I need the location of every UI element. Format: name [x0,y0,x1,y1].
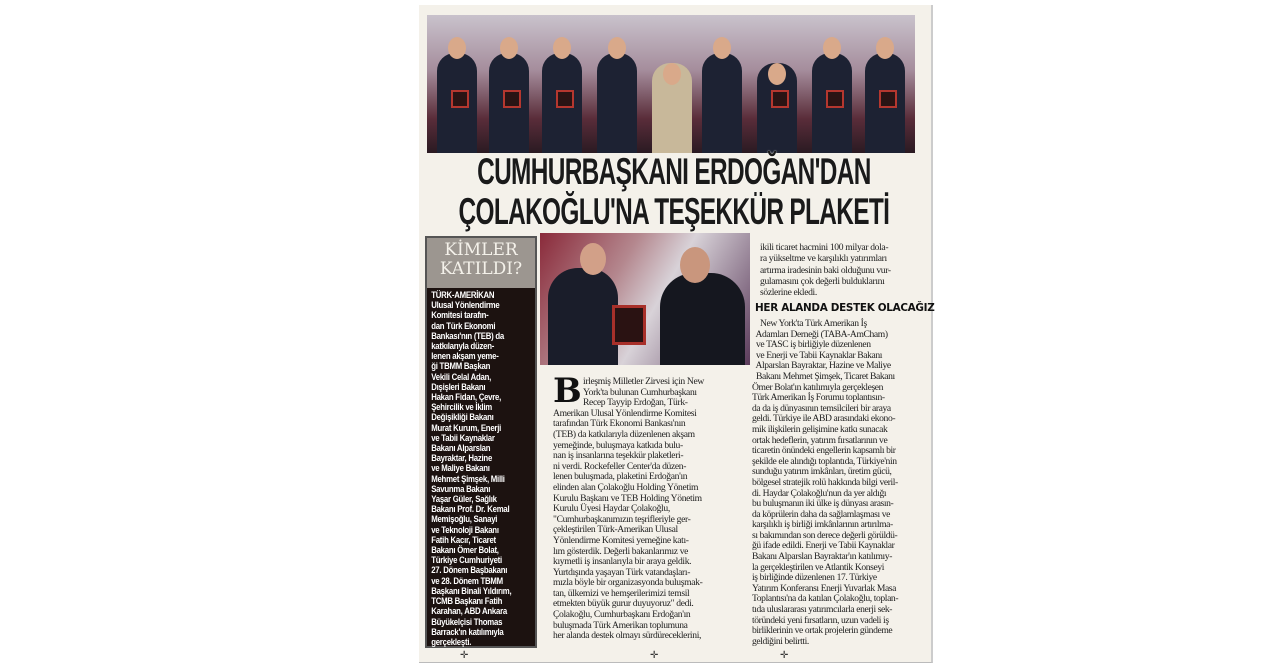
text-line: iş birliğinde düzenlenen 17. Türkiye [752,572,877,584]
text-line: lenen buluşmada, plaketini Erdoğan'ın [553,471,688,483]
text-line: 27. Dönem Başbakanı [431,565,508,576]
text-line: her alanda destek olmayı sürdüreceklerini, [553,630,702,642]
text-line: tıda uluslararası yatırımcılarla enerji sek- [752,604,893,616]
text-line: ikili ticaret hacmini 100 milyar dola- [760,242,889,253]
headline-line-1: CUMHURBAŞKANI ERDOĞAN'DAN [477,151,871,192]
text-line: la gerçekleştirilen ve Atlantik Konseyi [752,561,884,573]
text-line: Komitesi tarafın- [431,310,489,321]
text-line: etmekten büyük gurur duyuyoruz" dedi. [553,598,694,610]
article-column-2-top [760,242,925,298]
text-line: Bakanı Prof. Dr. Kemal [431,504,510,515]
text-line: lım gösterdik. Değerli bakanlarımız ve [553,545,689,557]
text-line: Yatırım Konferansı Enerji Yuvarlak Masa [752,582,896,594]
drop-cap: B [553,371,582,411]
plaque [879,90,897,108]
text-line: şekilde ele alındığı toplantıda, Türkiye'nin [752,455,897,467]
article-column-1 [553,371,738,642]
plaque [503,90,521,108]
text-line: Çolakoğlu, Cumhurbaşkanı Erdoğan'ın [553,609,691,621]
text-line: Mehmet Şimşek, Milli [431,473,505,484]
text-line: ve Maliye Bakanı [431,463,490,474]
text-line: geldi. Türkiye ile ABD arasındaki ekono- [752,413,896,425]
text-line: ni verdi. Rockefeller Center'da düzen- [553,460,687,472]
article-column-2-body [752,319,930,647]
text-line: ve Teknoloji Bakanı [431,524,499,535]
plaque [451,90,469,108]
text-line: ve 28. Dönem TBMM [431,575,503,586]
group-photo [427,15,915,153]
text-line: mik ilişkilerin gelişimine katkı sunacak [752,423,888,435]
text-line: ra yükseltme ve karşılıklı yatırımları [760,253,887,265]
text-line: tan, ülkemizi ve hemşerilerimizi temsil [553,587,690,599]
text-line: ğü ifade edildi. Enerji ve Tabii Kaynaklar [752,540,895,552]
plaque [771,90,789,108]
text-line: dan Türk Ekonomi [431,320,496,331]
text-line: Bayraktar, Hazine [431,453,493,464]
plaque-ceremony-photo [540,233,750,365]
text-line: nan iş insanlarına teşekkür plaketleri- [553,450,684,462]
text-line: çekleştirilen Türk-Amerikan Ulusal [553,524,678,536]
text-line: Toplantısı'na da katılan Çolakoğlu, toplan- [752,593,899,605]
headline [433,152,915,232]
text-line: Kurulu Üyesi Haydar Çolakoğlu, [553,503,670,515]
text-line: Değişikliği Bakanı [431,412,494,423]
registration-mark-icon: ✛ [780,650,789,661]
text-line: Yurtdışında yaşayan Türk vatandaşları- [553,566,691,578]
text-line: bu buluşmanın iki ülke iş dünyası arasın- [752,498,894,510]
text-line: New York'ta Türk Amerikan İş [752,318,867,329]
text-line: Murat Kurum, Enerji [431,422,502,433]
text-line: Dışişleri Bakanı [431,381,486,392]
person-head [553,37,571,59]
text-line: birliklerinin ve ortak projelerin gündeme [752,625,893,637]
text-line: kıymetli iş insanlarıyla bir araya geldik. [553,556,692,568]
text-line: TCMB Başkanı Fatih [431,596,503,607]
text-line: irleşmiş Milletler Zirvesi için New [583,376,704,387]
text-line: bölgesel stratejik rolü hakkında bilgi veril- [752,476,898,488]
text-line: Amerikan Ulusal Yönlendirme Komitesi [553,407,697,419]
text-line: töründeki yeni fırsatların, uzun vadeli iş [752,614,889,626]
text-line: gerçekleşti. [431,636,472,647]
text-line: TÜRK-AMERİKAN [431,290,495,300]
person-head [876,37,894,59]
text-line: sı bakımından son derece değerli görüldü- [752,529,898,541]
text-line: ve Enerji ve Tabii Kaynaklar Bakanı [752,349,883,361]
text-line: Fatih Kacır, Ticaret [431,534,496,545]
text-line: Adamları Derneği (TABA-AmCham) [752,328,888,340]
text-line: da köprülerin daha da sağlamlaşması ve [752,508,890,520]
registration-mark-icon: ✛ [650,650,659,661]
text-line: Karahan, ABD Ankara [431,606,507,617]
person-head [500,37,518,59]
text-line: Bankası'nın (TEB) da [431,330,504,341]
text-line: Alparslan Bayraktar, Hazine ve Maliye [752,360,891,372]
text-line: Hakan Fidan, Çevre, [431,392,502,403]
text-line: Yönlendirme Komitesi yemeğine katı- [553,534,689,546]
text-line: ortak hedeflerin, yatırım fırsatlarının ve [752,434,888,446]
text-line: Bakanı Alparslan [431,443,491,454]
text-line: Savunma Bakanı [431,483,491,494]
text-line: Ömer Bolat'ın katılımıyla gerçekleşen [752,381,884,393]
person-head [768,63,786,85]
text-line: Recep Tayyip Erdoğan, Türk- [583,397,688,409]
text-line: Kurulu Başkanı ve TEB Holding Yönetim [553,492,702,504]
text-line: Memişoğlu, Sanayi [431,514,498,525]
text-line: ği TBMM Başkan [431,361,491,372]
text-line: ticaretin önündeki engellerin kapsamlı bir [752,445,896,457]
box-title-line: KİMLER [444,240,518,260]
person-figure [702,53,742,153]
registration-mark-icon: ✛ [460,650,469,661]
box-title-line: KATILDI? [439,259,523,279]
text-line: da da iş dünyasının temsilcileri bir araya [752,402,891,414]
text-line: Bakanı Ömer Bolat, [431,545,499,556]
text-line: mızla böyle bir organizasyonda buluşmak- [553,577,703,589]
box-body [427,288,531,647]
text-line: Yaşar Güler, Sağlık [431,494,497,505]
text-line: elinden alan Çolakoğlu Holding Yönetim [553,481,699,493]
text-line: "Cumhurbaşkanımızın teşrifleriyle ger- [553,513,691,525]
plaque [826,90,844,108]
person-head [823,37,841,59]
text-line: Türkiye Cumhuriyeti [431,555,502,566]
text-line: Bakanı Mehmet Şimşek, Ticaret Bakanı [752,370,895,382]
text-line: Bakanı Alparslan Bayraktar'ın katılımıy- [752,551,892,563]
text-line: yemeğinde, buluşmaya katkıda bulu- [553,439,683,451]
text-line: katkılarıyla düzen- [431,341,495,352]
text-line: karşılıklı iş birliği imkânlarının artırılma- [752,519,893,531]
text-line: sunduğu yatırım imkânları, üretim gücü, [752,466,892,478]
text-line: artırma iradesinin baki olduğunu vur- [760,264,891,276]
person-head [608,37,626,59]
person-figure [597,53,637,153]
text-line: geldiğini belirtti. [752,635,809,647]
text-line: Ulusal Yönlendirme [431,300,500,311]
text-line: sözlerine ekledi. [760,287,817,299]
text-line: Şehircilik ve İklim [431,402,492,413]
text-line: Türk Amerikan İş Forumu toplantısın- [752,392,885,404]
text-line: York'ta bulunan Cumhurbaşkanı [583,386,697,398]
text-line: gulamasını çok değerli bulduklarını [760,275,885,287]
text-line: di. Haydar Çolakoğlu'nun da yer aldığı [752,487,887,499]
headline-line-2: ÇOLAKOĞLU'NA TEŞEKKÜR PLAKETİ [458,191,890,232]
person-head [663,63,681,85]
text-line: Başkanı Binali Yıldırım, [431,585,512,596]
text-line: Barrack'ın katılımıyla [431,626,504,637]
text-line: ve TASC iş birliğiyle düzenlenen [752,339,871,351]
subheading: HER ALANDA DESTEK OLACAĞIZ [755,302,935,314]
text-line: buluşmada Türk Amerikan toplumuna [553,619,688,631]
text-line: Vekili Celal Adan, [431,371,492,382]
text-line: (TEB) da katkılarıyla düzenlenen akşam [553,428,695,440]
box-title [427,238,535,288]
text-line: Büyükelçisi Thomas [431,616,503,627]
text-line: ve Tabii Kaynaklar [431,432,495,443]
person-head [713,37,731,59]
person-head [448,37,466,59]
plaque [556,90,574,108]
who-attended-box [425,236,537,648]
text-line: lenen akşam yeme- [431,351,499,362]
text-line: tarafından Türk Ekonomi Bankası'nın [553,418,686,430]
